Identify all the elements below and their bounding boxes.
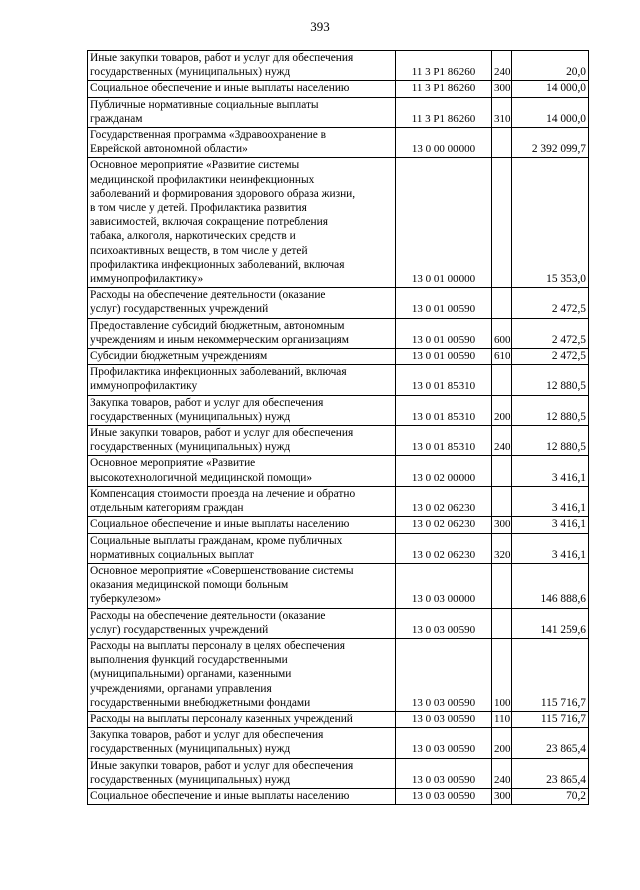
cell-text-line: Основное мероприятие «Развитие: [90, 457, 256, 470]
table-row: [88, 563, 589, 608]
table-row: [88, 158, 589, 288]
expense-type-code-cell: [492, 426, 512, 456]
target-article-code-cell: [396, 758, 492, 788]
amount-cell: [512, 608, 589, 638]
target-article-code-cell: [396, 608, 492, 638]
cell-text-line: Социальное обеспечение и иные выплаты населению: [90, 789, 350, 802]
cell-text-line: государственных (муниципальных) нужд: [90, 410, 291, 423]
expense-name-cell: [88, 426, 396, 456]
table-row: [88, 395, 589, 425]
cell-text-line: 23 865,4: [546, 743, 586, 756]
cell-text-line: 115 716,7: [540, 696, 586, 709]
cell-text-line: 115 716,7: [540, 712, 586, 725]
cell-text-line: 13 0 01 00000: [411, 273, 476, 286]
cell-text-line: 300: [494, 82, 511, 95]
table-row: [88, 426, 589, 456]
cell-text-line: 310: [494, 112, 511, 125]
cell-text-line: Компенсация стоимости проезда на лечение и обратно: [90, 487, 356, 500]
cell-text-line: 13 0 03 00000: [411, 593, 476, 606]
expense-name-cell: [88, 517, 396, 533]
cell-text-line: Еврейской автономной области»: [90, 143, 248, 156]
table-row: [88, 608, 589, 638]
cell-text-line: зависимостей, включая сокращение потребления: [90, 216, 328, 229]
cell-text-line: 2 392 099,7: [531, 143, 586, 156]
expense-type-code-cell: [492, 533, 512, 563]
amount-cell: [512, 395, 589, 425]
expense-type-code-cell: [492, 788, 512, 804]
table-row: [88, 128, 589, 158]
cell-text-line: профилактика инфекционных заболеваний, включая: [90, 258, 345, 271]
cell-text-line: Предоставление субсидий бюджетным, автономным: [90, 319, 345, 332]
cell-text-line: 13 0 03 00590: [411, 712, 476, 725]
cell-text-line: государственных (муниципальных) нужд: [90, 66, 291, 79]
cell-text-line: 13 0 00 00000: [411, 143, 476, 156]
cell-text-line: 146 888,6: [540, 593, 586, 606]
cell-text-line: 200: [494, 410, 511, 423]
expense-name-cell: [88, 318, 396, 348]
cell-text-line: 240: [494, 773, 511, 786]
cell-text-line: 11 3 P1 86260: [411, 112, 476, 125]
target-article-code-cell: [396, 349, 492, 365]
amount-cell: [512, 51, 589, 81]
expense-name-cell: [88, 51, 396, 81]
cell-text-line: Расходы на обеспечение деятельности (оказание: [90, 289, 326, 302]
cell-text-line: медицинской профилактики неинфекционных: [90, 173, 315, 186]
cell-text-line: Иные закупки товаров, работ и услуг для обеспечения: [90, 427, 354, 440]
expense-name-cell: [88, 365, 396, 395]
cell-text-line: 240: [494, 441, 511, 454]
cell-text-line: Государственная программа «Здравоохранение в: [90, 129, 327, 142]
expense-name-cell: [88, 158, 396, 288]
expense-type-code-cell: [492, 711, 512, 727]
cell-text-line: 2 472,5: [551, 333, 586, 346]
amount-cell: [512, 638, 589, 711]
cell-text-line: 13 0 01 85310: [411, 380, 476, 393]
cell-text-line: в том числе у детей. Профилактика развития: [90, 202, 307, 215]
target-article-code-cell: [396, 128, 492, 158]
cell-text-line: 3 416,1: [551, 471, 586, 484]
amount-cell: [512, 758, 589, 788]
page-number: 393: [310, 19, 330, 34]
amount-cell: [512, 563, 589, 608]
cell-text-line: отдельным категориям граждан: [90, 502, 244, 515]
target-article-code-cell: [396, 97, 492, 127]
cell-text-line: 13 0 01 00590: [411, 350, 476, 363]
target-article-code-cell: [396, 788, 492, 804]
expense-type-code-cell: [492, 486, 512, 516]
amount-cell: [512, 318, 589, 348]
cell-text-line: 610: [494, 350, 511, 363]
expense-type-code-cell: [492, 563, 512, 608]
amount-cell: [512, 158, 589, 288]
target-article-code-cell: [396, 158, 492, 288]
target-article-code-cell: [396, 563, 492, 608]
cell-text-line: 23 865,4: [546, 773, 586, 786]
cell-text-line: 14 000,0: [546, 112, 586, 125]
expense-name-cell: [88, 456, 396, 486]
cell-text-line: 3 416,1: [551, 502, 586, 515]
cell-text-line: Социальное обеспечение и иные выплаты населению: [90, 518, 350, 531]
table-row: [88, 711, 589, 727]
cell-text-line: 13 0 02 06230: [411, 518, 476, 531]
cell-text-line: 300: [494, 789, 511, 802]
expense-type-code-cell: [492, 608, 512, 638]
cell-text-line: (муниципальными) органами, казенными: [90, 668, 292, 681]
cell-text-line: 600: [494, 333, 511, 346]
table-row: [88, 318, 589, 348]
expense-type-code-cell: [492, 456, 512, 486]
cell-text-line: Расходы на выплаты персоналу казенных учреждений: [90, 712, 353, 725]
target-article-code-cell: [396, 51, 492, 81]
amount-cell: [512, 97, 589, 127]
target-article-code-cell: [396, 728, 492, 758]
amount-cell: [512, 533, 589, 563]
cell-text-line: Социальное обеспечение и иные выплаты населению: [90, 82, 350, 95]
cell-text-line: 11 3 P1 86260: [411, 66, 476, 79]
cell-text-line: 13 0 01 85310: [411, 410, 476, 423]
expense-name-cell: [88, 758, 396, 788]
cell-text-line: 20,0: [566, 66, 586, 79]
cell-text-line: табака, алкоголя, наркотических средств и: [90, 230, 296, 243]
cell-text-line: 13 0 03 00590: [411, 773, 476, 786]
cell-text-line: Иные закупки товаров, работ и услуг для обеспечения: [90, 52, 354, 64]
amount-cell: [512, 81, 589, 97]
amount-cell: [512, 711, 589, 727]
cell-text-line: государственных (муниципальных) нужд: [90, 743, 291, 756]
budget-table: [87, 50, 589, 805]
cell-text-line: иммунопрофилактику»: [90, 273, 204, 286]
amount-cell: [512, 128, 589, 158]
amount-cell: [512, 788, 589, 804]
cell-text-line: государственных (муниципальных) нужд: [90, 441, 291, 454]
cell-text-line: Основное мероприятие «Совершенствование системы: [90, 564, 354, 577]
target-article-code-cell: [396, 288, 492, 318]
cell-text-line: 100: [494, 696, 511, 709]
expense-type-code-cell: [492, 517, 512, 533]
cell-text-line: 3 416,1: [551, 518, 586, 531]
expense-type-code-cell: [492, 349, 512, 365]
cell-text-line: 13 0 03 00590: [411, 743, 476, 756]
expense-name-cell: [88, 711, 396, 727]
cell-text-line: 110: [494, 712, 511, 725]
table-row: [88, 788, 589, 804]
table-row: [88, 533, 589, 563]
expense-name-cell: [88, 563, 396, 608]
cell-text-line: Иные закупки товаров, работ и услуг для обеспечения: [90, 759, 354, 772]
amount-cell: [512, 349, 589, 365]
cell-text-line: 13 0 03 00590: [411, 696, 476, 709]
cell-text-line: Закупка товаров, работ и услуг для обеспечения: [90, 396, 324, 409]
target-article-code-cell: [396, 533, 492, 563]
cell-text-line: 70,2: [566, 789, 586, 802]
target-article-code-cell: [396, 517, 492, 533]
cell-text-line: выполнения функций государственными: [90, 654, 288, 667]
cell-text-line: 300: [494, 518, 511, 531]
cell-text-line: Профилактика инфекционных заболеваний, включая: [90, 366, 347, 379]
target-article-code-cell: [396, 711, 492, 727]
amount-cell: [512, 288, 589, 318]
amount-cell: [512, 728, 589, 758]
expense-name-cell: [88, 288, 396, 318]
expense-type-code-cell: [492, 365, 512, 395]
cell-text-line: государственными внебюджетными фондами: [90, 696, 311, 709]
cell-text-line: 11 3 P1 86260: [411, 82, 476, 95]
cell-text-line: 13 0 01 00590: [411, 303, 476, 316]
cell-text-line: 240: [494, 66, 511, 79]
table-row: [88, 638, 589, 711]
target-article-code-cell: [396, 456, 492, 486]
table-row: [88, 365, 589, 395]
cell-text-line: 13 0 02 06230: [411, 502, 476, 515]
table-row: [88, 486, 589, 516]
cell-text-line: 13 0 01 85310: [411, 441, 476, 454]
cell-text-line: 13 0 03 00590: [411, 623, 476, 636]
expense-type-code-cell: [492, 638, 512, 711]
cell-text-line: гражданам: [90, 112, 143, 125]
expense-type-code-cell: [492, 158, 512, 288]
expense-type-code-cell: [492, 97, 512, 127]
expense-name-cell: [88, 97, 396, 127]
amount-cell: [512, 517, 589, 533]
cell-text-line: 12 880,5: [546, 380, 586, 393]
cell-text-line: заболеваний и формирования здорового образа жизни,: [90, 187, 356, 200]
cell-text-line: 13 0 02 00000: [411, 471, 476, 484]
expense-name-cell: [88, 728, 396, 758]
expense-name-cell: [88, 788, 396, 804]
cell-text-line: 15 353,0: [546, 273, 586, 286]
table-row: [88, 97, 589, 127]
table-row: [88, 51, 589, 81]
cell-text-line: Субсидии бюджетным учреждениям: [90, 350, 268, 363]
amount-cell: [512, 426, 589, 456]
cell-text-line: высокотехнологичной медицинской помощи»: [90, 471, 313, 484]
expense-name-cell: [88, 349, 396, 365]
target-article-code-cell: [396, 426, 492, 456]
cell-text-line: 3 416,1: [551, 548, 586, 561]
expense-type-code-cell: [492, 81, 512, 97]
cell-text-line: 13 0 01 00590: [411, 333, 476, 346]
expense-name-cell: [88, 128, 396, 158]
cell-text-line: 200: [494, 743, 511, 756]
expense-type-code-cell: [492, 318, 512, 348]
expense-type-code-cell: [492, 395, 512, 425]
table-row: [88, 517, 589, 533]
cell-text-line: Основное мероприятие «Развитие системы: [90, 159, 300, 172]
budget-table-body: [88, 51, 589, 805]
cell-text-line: 141 259,6: [540, 623, 586, 636]
target-article-code-cell: [396, 638, 492, 711]
target-article-code-cell: [396, 395, 492, 425]
cell-text-line: 13 0 03 00590: [411, 789, 476, 802]
amount-cell: [512, 456, 589, 486]
cell-text-line: услуг) государственных учреждений: [90, 623, 269, 636]
table-row: [88, 288, 589, 318]
cell-text-line: иммунопрофилактику: [90, 380, 198, 393]
expense-type-code-cell: [492, 128, 512, 158]
cell-text-line: 2 472,5: [551, 303, 586, 316]
expense-name-cell: [88, 81, 396, 97]
expense-name-cell: [88, 395, 396, 425]
cell-text-line: услуг) государственных учреждений: [90, 303, 269, 316]
cell-text-line: 2 472,5: [551, 350, 586, 363]
amount-cell: [512, 486, 589, 516]
amount-cell: [512, 365, 589, 395]
expense-type-code-cell: [492, 288, 512, 318]
table-row: [88, 728, 589, 758]
expense-name-cell: [88, 638, 396, 711]
cell-text-line: нормативных социальных выплат: [90, 548, 254, 561]
cell-text-line: Публичные нормативные социальные выплаты: [90, 98, 319, 111]
expense-name-cell: [88, 486, 396, 516]
cell-text-line: оказания медицинской помощи больным: [90, 579, 289, 592]
target-article-code-cell: [396, 318, 492, 348]
cell-text-line: Закупка товаров, работ и услуг для обеспечения: [90, 729, 324, 742]
cell-text-line: государственных (муниципальных) нужд: [90, 773, 291, 786]
cell-text-line: 320: [494, 548, 511, 561]
cell-text-line: 13 0 02 06230: [411, 548, 476, 561]
target-article-code-cell: [396, 486, 492, 516]
cell-text-line: учреждениям и иным некоммерческим организациям: [90, 333, 350, 346]
cell-text-line: 12 880,5: [546, 410, 586, 423]
target-article-code-cell: [396, 81, 492, 97]
table-row: [88, 456, 589, 486]
cell-text-line: 12 880,5: [546, 441, 586, 454]
cell-text-line: учреждениями, органами управления: [90, 682, 272, 695]
table-row: [88, 349, 589, 365]
cell-text-line: 14 000,0: [546, 82, 586, 95]
expense-name-cell: [88, 608, 396, 638]
table-row: [88, 81, 589, 97]
expense-type-code-cell: [492, 728, 512, 758]
table-row: [88, 758, 589, 788]
expense-type-code-cell: [492, 51, 512, 81]
expense-name-cell: [88, 533, 396, 563]
cell-text-line: психоактивных веществ, в том числе у детей: [90, 244, 308, 257]
cell-text-line: туберкулезом»: [90, 593, 162, 606]
cell-text-line: Социальные выплаты гражданам, кроме публичных: [90, 534, 343, 547]
cell-text-line: Расходы на выплаты персоналу в целях обеспечения: [90, 639, 346, 652]
cell-text-line: Расходы на обеспечение деятельности (оказание: [90, 609, 326, 622]
expense-type-code-cell: [492, 758, 512, 788]
target-article-code-cell: [396, 365, 492, 395]
